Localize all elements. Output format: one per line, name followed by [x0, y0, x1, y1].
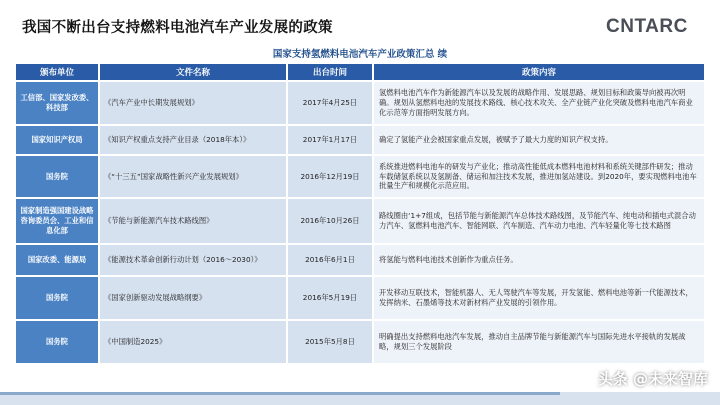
table-row	[16, 277, 704, 319]
logo-text: CNTARC	[606, 16, 688, 36]
document-cell: 《能源技术革命创新行动计划（2016～2030）》	[100, 245, 286, 275]
issuer-cell: 国务院	[16, 321, 98, 363]
document-cell: 《节能与新能源汽车技术路线图》	[100, 199, 286, 243]
content-cell: 路线圈由‘1+7组成，包括节能与新能源汽车总体技术路线图，及节能汽车、纯电动和插电式混合动力汽车、氢燃料电池汽车、智能网联、汽车制造、汽车动力电池、汽车轻量化等七技术路图	[374, 199, 704, 243]
issuer-cell: 工信部、国家发改委、科技部	[16, 82, 98, 124]
watermark: 头条 @未来智库	[597, 370, 708, 388]
table-row	[16, 156, 704, 197]
column-header-date: 出台时间	[288, 64, 372, 80]
table-row	[16, 321, 704, 363]
table-row	[16, 245, 704, 275]
date-cell: 2016年12月19日	[288, 156, 372, 197]
footer-accent-line	[0, 392, 560, 395]
date-cell: 2016年6月1日	[288, 245, 372, 275]
page-title: 我国不断出台支持燃料电池汽车产业发展的政策	[22, 20, 333, 36]
table-subtitle: 国家支持氢燃料电池汽车产业政策汇总 续	[272, 49, 448, 60]
date-cell: 2017年1月17日	[288, 126, 372, 154]
content-cell: 确定了氢能产业会被国家重点发展，被赋予了最大力度的知识产权支持。	[374, 126, 704, 154]
date-cell: 2017年4月25日	[288, 82, 372, 124]
table-row	[16, 82, 704, 124]
cntarc-logo	[606, 14, 702, 36]
date-cell: 2016年5月19日	[288, 277, 372, 319]
issuer-cell: 国家改委、能源局	[16, 245, 98, 275]
issuer-cell: 国家制造强国建设战略咨询委员会、工业和信息化部	[16, 199, 98, 243]
content-cell: 系统推进燃料电池车的研发与产业化；推动高性能低成本燃料电池材料和系统关键部件研发；推动车载储氢系统以及氢制备、储运和加注技术发展，推进加氢站建设。到2020年，要实现燃料电池车批量生产和规模化示范应用。	[374, 156, 704, 197]
date-cell: 2015年5月8日	[288, 321, 372, 363]
column-header-document: 文件名称	[100, 64, 286, 80]
table-row	[16, 199, 704, 243]
document-cell: 《汽车产业中长期发展规划》	[100, 82, 286, 124]
content-cell: 将氢能与燃料电池技术创新作为重点任务。	[374, 245, 704, 275]
document-cell: 《中国制造2025》	[100, 321, 286, 363]
issuer-cell: 国务院	[16, 277, 98, 319]
issuer-cell: 国务院	[16, 156, 98, 197]
column-header-content: 政策内容	[374, 64, 704, 80]
document-cell: 《知识产权重点支持产业目录（2018年本）》	[100, 126, 286, 154]
table-row	[16, 126, 704, 154]
content-cell: 氢燃料电池汽车作为新能源汽车以及发展的战略作用、发展思路、规划目标和政策导向被再次明确。规划从氢燃料电池的发展技术路线、核心技术攻关、全产业链产业化突破及燃料电池汽车商业化示范等方面指明发展方向。	[374, 82, 704, 124]
document-cell: 《国家创新驱动发展战略纲要》	[100, 277, 286, 319]
policy-table	[14, 62, 706, 365]
content-cell: 明确提出支持燃料电池汽车发展，推动自主品牌节能与新能源汽车与国际先进水平接轨的发展战略，规划三个发展阶段	[374, 321, 704, 363]
date-cell: 2016年10月26日	[288, 199, 372, 243]
issuer-cell: 国家知识产权局	[16, 126, 98, 154]
document-cell: 《“十三五”国家战略性新兴产业发展规划》	[100, 156, 286, 197]
table-header-row	[16, 64, 704, 80]
column-header-issuer: 颁布单位	[16, 64, 98, 80]
content-cell: 开发移动互联技术，智能机器人、无人驾驶汽车等发展，开发氢能、燃料电池等新一代能源技术，发挥纳米、石墨烯等技术对新材料产业发展的引领作用。	[374, 277, 704, 319]
